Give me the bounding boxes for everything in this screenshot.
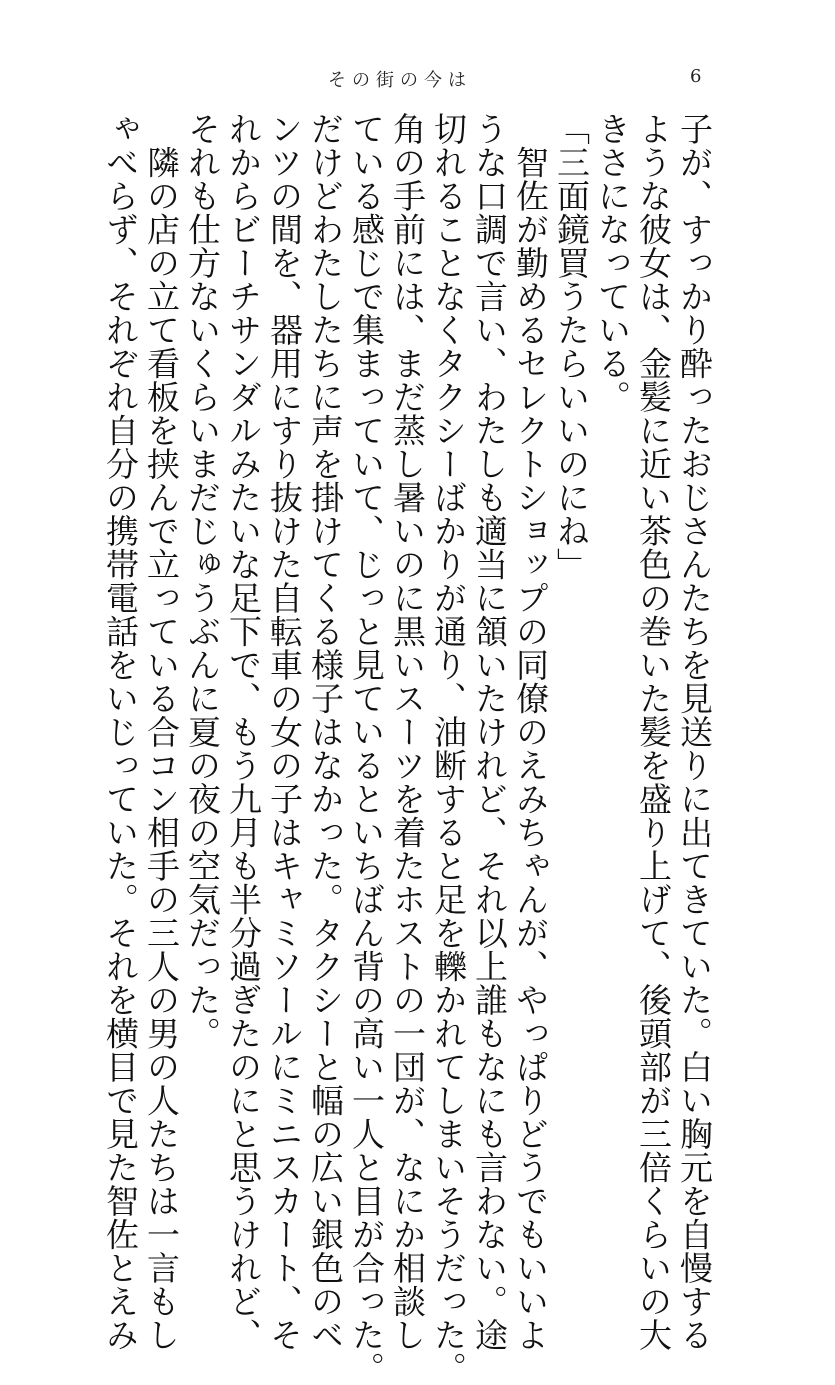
text-line: だけどわたしたちに声を掛けてくる様子はなかった。タクシーと幅の広い銀色のベ xyxy=(306,112,345,1352)
text-line: ンツの間を、器用にすり抜けた自転車の女の子はキャミソールにミニスカート、そ xyxy=(265,112,304,1352)
text-line: それも仕方ないくらいまだじゅうぶんに夏の夜の空気だった。 xyxy=(183,112,222,1050)
text-line: ような彼女は、金髪に近い茶色の巻いた髪を盛り上げて、後頭部が三倍くらいの大 xyxy=(634,112,673,1352)
text-line: きさになっている。 xyxy=(593,112,632,414)
running-head: その街の今は xyxy=(328,70,472,91)
body-text xyxy=(101,112,715,1385)
text-line: ている感じで集まっていて、じっと見ているといちばん背の高い一人と目が合った。 xyxy=(347,112,386,1385)
text-line: 「三面鏡買うたらいいのにね」 xyxy=(552,112,591,581)
text-line: 角の手前には、まだ蒸し暑いのに黒いスーツを着たホストの一団が、なにか相談し xyxy=(388,112,427,1352)
text-line: 子が、すっかり酔ったおじさんたちを見送りに出てきていた。白い胸元を自慢する xyxy=(675,112,714,1352)
text-line: 隣の店の立て看板を挟んで立っている合コン相手の三人の男の人たちは一言もし xyxy=(142,112,181,1352)
text-line: 切れることなくタクシーばかりが通り、油断すると足を轢かれてしまいそうだった。 xyxy=(429,112,468,1385)
text-line: ゃべらず、それぞれ自分の携帯電話をいじっていた。それを横目で見た智佐とえみ xyxy=(101,112,140,1352)
page-number: 6 xyxy=(690,66,702,87)
text-line: れからビーチサンダルみたいな足下で、もう九月も半分過ぎたのにと思うけれど、 xyxy=(224,112,263,1352)
text-line: 智佐が勤めるセレクトショップの同僚のえみちゃんが、やっぱりどうでもいいよ xyxy=(511,112,550,1352)
text-line: うな口調で言い、わたしも適当に頷いたけれど、それ以上誰もなにも言わない。途 xyxy=(470,112,509,1352)
